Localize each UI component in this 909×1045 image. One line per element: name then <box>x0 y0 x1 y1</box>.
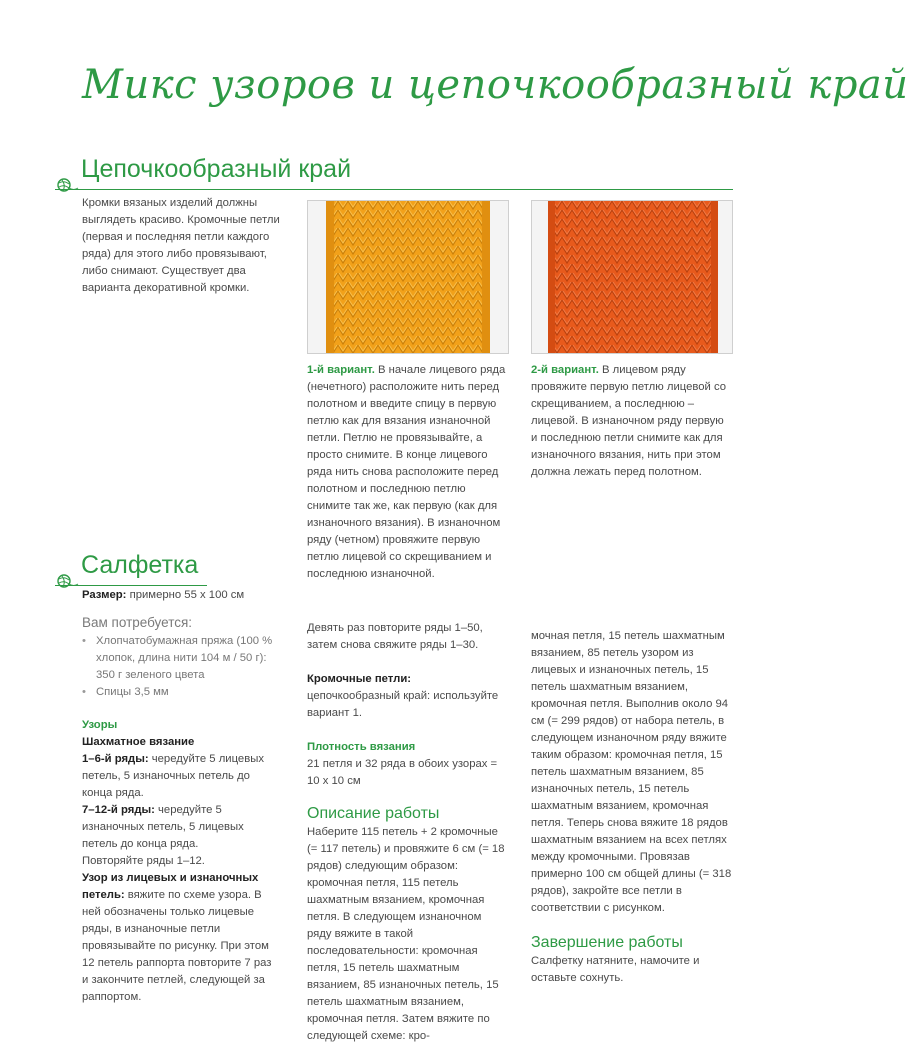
section-rule <box>55 585 207 586</box>
variant-2-label: 2-й вариант. <box>531 364 599 376</box>
material-item: • Хлопчатобумажная пряжа (100 % хлопок, длина нити 104 м / 50 г): 350 г зеленого цвета <box>82 633 280 684</box>
variant-1-label: 1-й вариант. <box>307 364 375 376</box>
intro-paragraph <box>82 195 287 297</box>
intro-text: Кромки вязаных изделий должны выглядеть красиво. Кромочные петли (первая и последняя петли каждого ряда) для этого либо провязывают, либо снимают. Существует два варианта декоративной кромки. <box>82 197 280 294</box>
variant-1-paragraph <box>307 362 509 583</box>
swatch-photo-variant-2 <box>531 200 733 354</box>
materials-list <box>82 633 280 701</box>
patterns-heading: Узоры <box>82 719 118 731</box>
materials-heading: Вам потребуется: <box>82 615 193 630</box>
density-text: 21 петля и 32 ряда в обоих узорах = 10 х 10 см <box>307 758 498 787</box>
orange-knit-swatch <box>532 201 732 353</box>
napkin-column-3 <box>531 628 735 987</box>
rows-1-6-label: 1–6-й ряды: <box>82 753 149 765</box>
variant-2-paragraph <box>531 362 731 481</box>
swatch-photo-variant-1 <box>307 200 509 354</box>
repeat-text: Повторяйте ряды 1–12. <box>82 855 205 867</box>
section-rule <box>55 189 733 190</box>
edge-text: цепочкообразный край: используйте вариант 1. <box>307 690 499 719</box>
rows-1-6-text: чередуйте 5 лицевых петель, 5 изнаночных петель до конца ряда. <box>82 753 264 799</box>
material-item: • Спицы 3,5 мм <box>82 684 280 701</box>
napkin-column-2 <box>307 620 507 1045</box>
work-text: Наберите 115 петель + 2 кромочные (= 117 петель) и провяжите 6 см (= 18 рядов) следующим образом: кромочная петля, 115 петель шахматным вязанием, кромочная петля. В следующем изнаночном ряду вяжите в такой последовательности: кромочная петля, 15 петель шахматным вязанием, 85 изнаночных петель, 15 петель шахматным вязанием, кромочная петля. Затем вяжите по следующей схеме: кро- <box>307 826 505 1042</box>
edge-label: Кромочные петли: <box>307 673 412 685</box>
section-heading-napkin <box>55 546 207 586</box>
rows-7-12-text: чередуйте 5 изнаночных петель, 5 лицевых петель до конца ряда. <box>82 804 244 850</box>
work-heading: Описание работы <box>307 805 440 822</box>
mixed-pattern-text: вяжите по схеме узора. В ней обозначены только лицевые ряды, в изнаночные петли провязывайте по рисунку. При этом 12 петель раппорта повторите 7 раз и закончите петлей, следующей за раппортом. <box>82 889 272 1003</box>
finish-heading: Завершение работы <box>531 934 683 951</box>
density-heading: Плотность вязания <box>307 741 416 753</box>
mixed-pattern-label: Узор из лицевых и изнаночных петель: <box>82 872 259 901</box>
section-title: Салфетка <box>81 551 199 579</box>
variant-1-text: В начале лицевого ряда (нечетного) расположите нить перед полотном и введите спицу в первую петлю как для вязания изнаночной петли. Петлю не провязывайте, а просто снимите. В конце лицевого ряда нить снова расположите перед полотном и последнюю петлю снимите так же, как первую (как для изнаночного вязания). В изнаночном ряду (четном) провяжите первую петлю лицевой со скрещиванием и последнюю изнаночной. <box>307 364 506 580</box>
section-title: Цепочкообразный край <box>81 155 352 183</box>
section-heading-chain-edge <box>55 150 733 190</box>
checker-heading: Шахматное вязание <box>82 736 195 748</box>
variant-2-text: В лицевом ряду провяжите первую петлю лицевой со скрещиванием, а последнюю – лицевой. В изнаночном ряду первую и последнюю петли снимите как для изнаночного вязания, нить при этом должна лежать перед полотном. <box>531 364 727 478</box>
size-value: примерно 55 х 100 см <box>126 589 245 601</box>
yarn-ball-icon <box>55 572 79 590</box>
napkin-column-1 <box>82 587 280 1006</box>
repeat-rows-text: Девять раз повторите ряды 1–50, затем снова свяжите ряды 1–30. <box>307 622 483 651</box>
size-label: Размер: <box>82 589 127 601</box>
finish-text: Салфетку натяните, намочите и оставьте сохнуть. <box>531 955 700 984</box>
rows-7-12-label: 7–12-й ряды: <box>82 804 155 816</box>
yellow-knit-swatch <box>308 201 508 353</box>
yarn-ball-icon <box>55 176 79 194</box>
page-title: Микс узоров и цепочкообразный край <box>82 62 909 108</box>
work-continued-text: мочная петля, 15 петель шахматным вязанием, 85 петель узором из лицевых и изнаночных петель, 15 петель шахматным вязанием, кромочная петля. Выполнив около 94 см (= 299 рядов) от набора петель, в следующем изнаночном ряду вяжите таким образом: кромочная петля, 15 петель шахматным вязанием, 85 изнаночных петель, 15 петель шахматным вязанием, кромочная петля. Теперь снова вяжите 18 рядов шахматным вязанием на всех петлях между кромочными. Провязав примерно 100 см общей длины (= 318 рядов), закройте все петли в соответствии с рисунком. <box>531 630 732 914</box>
